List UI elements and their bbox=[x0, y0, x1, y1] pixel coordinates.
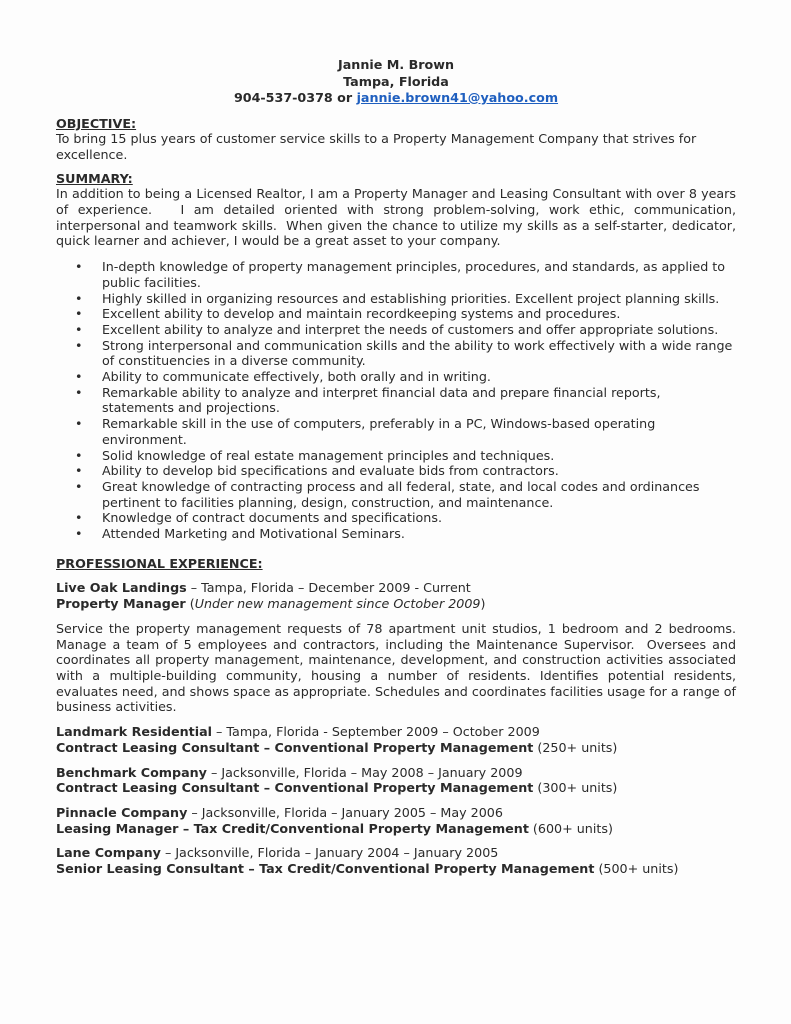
skill-bullet bbox=[75, 384, 736, 416]
skill-text: Remarkable skill in the use of computers, preferably in a PC, Windows-based operating environment. bbox=[102, 416, 656, 447]
paren-open: ( bbox=[185, 596, 195, 612]
experience-section bbox=[56, 555, 741, 877]
job-title: Contract Leasing Consultant – Conventional Property Management bbox=[56, 739, 534, 755]
company-name: Benchmark Company bbox=[56, 764, 207, 780]
resume-page bbox=[56, 57, 741, 877]
summary-text: In addition to being a Licensed Realtor, I am a Property Manager and Leasing Consultant with over 8 years of experience. I am detailed oriented with strong problem-solving, work ethic, communication, interpersonal and teamwork skills. When given the chance to utilize my skills as a self-starter, dedicator, quick learner and achiever, I would be a great asset to your company. bbox=[56, 186, 741, 249]
skills-list bbox=[56, 259, 736, 542]
summary-section bbox=[56, 170, 741, 542]
applicant-location: Tampa, Florida bbox=[343, 73, 449, 89]
skill-text: Remarkable ability to analyze and interpret financial data and prepare financial reports, statements and projections. bbox=[102, 384, 661, 416]
unit-count: (500+ units) bbox=[594, 861, 679, 877]
skill-text: In-depth knowledge of property management principles, procedures, and standards, as applied to public facilities. bbox=[102, 259, 726, 290]
skill-bullet bbox=[75, 510, 736, 526]
skill-bullet bbox=[75, 321, 736, 338]
company-name: Live Oak Landings bbox=[56, 580, 187, 596]
company-name: Landmark Residential bbox=[56, 724, 212, 740]
bullet-icon: • bbox=[75, 321, 83, 337]
skill-bullet bbox=[75, 478, 736, 510]
bullet-icon: • bbox=[75, 526, 83, 542]
contact-line bbox=[56, 90, 736, 107]
job-details: – Tampa, Florida - September 2009 – October 2009 bbox=[211, 724, 540, 740]
bullet-icon: • bbox=[75, 384, 83, 400]
or-text: or bbox=[332, 90, 357, 105]
phone-number: 904-537-0378 bbox=[233, 90, 333, 105]
skill-bullet bbox=[75, 416, 736, 447]
bullet-icon: • bbox=[75, 306, 83, 322]
unit-count: (250+ units) bbox=[533, 739, 618, 755]
job-entry bbox=[56, 845, 736, 876]
job-entry bbox=[56, 765, 736, 796]
skill-bullet bbox=[75, 290, 736, 307]
bullet-icon: • bbox=[75, 369, 83, 385]
job-title: Contract Leasing Consultant – Conventional Property Management bbox=[56, 780, 534, 796]
skill-bullet bbox=[75, 259, 736, 290]
objective-heading: OBJECTIVE: bbox=[56, 115, 137, 131]
job-title: Senior Leasing Consultant – Tax Credit/Conventional Property Management bbox=[56, 861, 595, 877]
objective-section bbox=[56, 116, 736, 163]
skill-bullet bbox=[75, 463, 736, 479]
skill-bullet bbox=[75, 337, 736, 369]
unit-count: (300+ units) bbox=[533, 780, 618, 796]
skill-text: Ability to communicate effectively, both orally and in writing. bbox=[102, 369, 491, 385]
bullet-icon: • bbox=[75, 259, 83, 275]
job-details: – Jacksonville, Florida – May 2008 – January 2009 bbox=[206, 764, 523, 780]
job-note: Under new management since October 2009 bbox=[194, 596, 481, 612]
job-details: – Jacksonville, Florida – January 2005 – May 2006 bbox=[187, 804, 503, 820]
summary-heading: SUMMARY: bbox=[56, 170, 133, 186]
skill-text: Ability to develop bid specifications and evaluate bids from contractors. bbox=[102, 463, 559, 479]
skill-text: Highly skilled in organizing resources and establishing priorities. Excellent project planning skills. bbox=[102, 290, 720, 306]
job-details: – Jacksonville, Florida – January 2004 – January 2005 bbox=[160, 845, 499, 861]
resume-header bbox=[56, 57, 736, 107]
objective-text: To bring 15 plus years of customer service skills to a Property Management Company that strives for excellence. bbox=[56, 131, 697, 162]
bullet-icon: • bbox=[75, 463, 83, 479]
skill-text: Attended Marketing and Motivational Seminars. bbox=[102, 526, 405, 542]
bullet-icon: • bbox=[75, 337, 83, 353]
unit-count: (600+ units) bbox=[528, 820, 613, 836]
experience-heading: PROFESSIONAL EXPERIENCE: bbox=[56, 555, 263, 571]
applicant-name: Jannie M. Brown bbox=[338, 57, 454, 72]
job-description: Service the property management requests of 78 apartment unit studios, 1 bedroom and 2 bedrooms. Manage a team of 5 employees and contractors, including the Maintenance Supervisor. Oversees and coordinates all property management, maintenance, development, and construction activities associated with a multiple-building community, housing a number of residents. Identifies potential residents, evaluates need, and shows space as appropriate. Schedules and coordinates facilities usage for a range of business activities. bbox=[56, 620, 741, 715]
company-name: Lane Company bbox=[56, 845, 161, 861]
job-details: – Tampa, Florida – December 2009 - Current bbox=[186, 580, 471, 596]
bullet-icon: • bbox=[75, 447, 83, 463]
skill-text: Excellent ability to develop and maintain recordkeeping systems and procedures. bbox=[102, 306, 621, 322]
bullet-icon: • bbox=[75, 290, 83, 306]
skill-bullet bbox=[75, 447, 736, 464]
company-name: Pinnacle Company bbox=[56, 804, 188, 820]
job-entry bbox=[56, 724, 736, 755]
skill-text: Solid knowledge of real estate management principles and techniques. bbox=[102, 447, 555, 463]
bullet-icon: • bbox=[75, 478, 83, 494]
skill-bullet bbox=[75, 306, 736, 322]
skill-text: Great knowledge of contracting process and all federal, state, and local codes and ordinances pertinent to facilities planning, design, construction, and maintenance. bbox=[102, 478, 700, 510]
paren-close: ) bbox=[480, 596, 486, 612]
skill-bullet bbox=[75, 369, 736, 385]
job-entry bbox=[56, 805, 736, 836]
skill-bullet bbox=[75, 526, 736, 542]
bullet-icon: • bbox=[75, 510, 83, 526]
job-title: Leasing Manager – Tax Credit/Conventional Property Management bbox=[56, 820, 529, 836]
bullet-icon: • bbox=[75, 416, 83, 432]
skill-text: Excellent ability to analyze and interpret the needs of customers and offer appropriate solutions. bbox=[102, 321, 719, 337]
email-link[interactable]: jannie.brown41@yahoo.com bbox=[356, 90, 559, 105]
skill-text: Strong interpersonal and communication skills and the ability to work effectively with a wide range of constituencies in a diverse community. bbox=[102, 337, 733, 369]
job-title: Property Manager bbox=[56, 596, 186, 612]
skill-text: Knowledge of contract documents and specifications. bbox=[102, 510, 442, 526]
job-entry bbox=[56, 580, 741, 715]
